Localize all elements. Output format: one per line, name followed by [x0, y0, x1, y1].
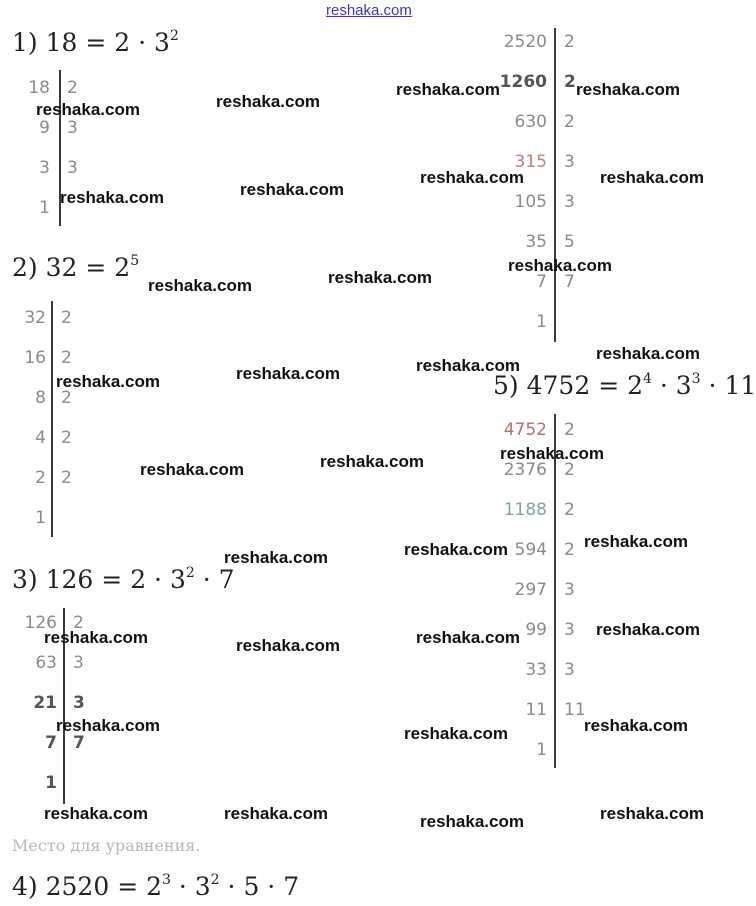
watermark: reshaka.com [236, 636, 340, 655]
watermark: reshaka.com [60, 188, 164, 207]
prime-divisor: 3 [67, 158, 78, 178]
quotient-value: 33 [525, 660, 547, 680]
quotient-value: 2376 [503, 460, 547, 480]
factor-base: 7 [218, 565, 235, 594]
prime-divisor: 2 [61, 348, 72, 368]
watermark: reshaka.com [584, 716, 688, 735]
quotient-value: 297 [514, 580, 547, 600]
watermark: reshaka.com [36, 100, 140, 119]
watermark: reshaka.com [236, 364, 340, 383]
quotient-value: 2520 [503, 32, 547, 52]
quotient-value: 1 [45, 773, 57, 793]
quotient-value: 1260 [499, 72, 547, 92]
problem-label: 4) [12, 872, 38, 901]
prime-divisor: 2 [564, 420, 575, 440]
quotient-value: 3 [39, 158, 50, 178]
factor-base: 3 [675, 371, 692, 400]
factor-base: 7 [283, 872, 300, 901]
quotient-value: 630 [514, 112, 547, 132]
prime-divisor: 3 [564, 620, 575, 640]
prime-divisor: 2 [67, 78, 78, 98]
division-line [51, 301, 53, 537]
quotient-value: 4 [35, 428, 46, 448]
prime-divisor: 2 [61, 428, 72, 448]
equation-5: 5) $4752 = 2^4 \cdot 3^3 \cdot 11$ [493, 371, 756, 400]
watermark: reshaka.com [240, 180, 344, 199]
prime-divisor: 2 [564, 460, 575, 480]
watermark: reshaka.com [600, 804, 704, 823]
factor-base: 11 [724, 371, 756, 400]
prime-divisor: 2 [61, 308, 72, 328]
watermark: reshaka.com [596, 344, 700, 363]
problem-label: 5) [493, 371, 519, 400]
factor-base: 2 [627, 371, 643, 400]
quotient-value: 99 [525, 620, 547, 640]
quotient-value: 2 [35, 468, 46, 488]
factor-base: 5 [243, 872, 260, 901]
factor-base: 3 [169, 565, 186, 594]
prime-divisor: 3 [73, 653, 84, 673]
prime-divisor: 7 [73, 733, 85, 753]
quotient-value: 7 [536, 272, 547, 292]
quotient-value: 11 [525, 700, 547, 720]
quotient-value: 16 [24, 348, 46, 368]
factor-base: 2 [114, 28, 131, 57]
quotient-value: 105 [514, 192, 547, 212]
quotient-value: 63 [35, 653, 57, 673]
division-line [554, 28, 556, 342]
factor-exponent: 4 [643, 371, 652, 387]
quotient-value: 7 [45, 733, 57, 753]
quotient-value: 4752 [503, 420, 547, 440]
factor-exponent: 3 [691, 371, 701, 387]
watermark: reshaka.com [216, 92, 320, 111]
equation-lhs: 2520 [45, 872, 110, 901]
quotient-value: 126 [24, 613, 57, 633]
equation-1: 1) $18 = 2 \cdot 3^2$ [12, 28, 179, 57]
watermark: reshaka.com [56, 716, 160, 735]
prime-divisor: 2 [564, 540, 575, 560]
watermark: reshaka.com [416, 356, 520, 375]
factor-base: 3 [194, 872, 211, 901]
watermark: reshaka.com [56, 372, 160, 391]
watermark: reshaka.com [420, 168, 524, 187]
watermark: reshaka.com [596, 620, 700, 639]
equation-lhs: 32 [45, 253, 78, 282]
factor-base: 2 [146, 872, 162, 901]
quotient-value: 594 [514, 540, 547, 560]
watermark: reshaka.com [576, 80, 680, 99]
quotient-value: 8 [35, 388, 46, 408]
watermark: reshaka.com [224, 804, 328, 823]
prime-divisor: 2 [73, 613, 84, 633]
equation-2: 2) $32 = 2^5$ [12, 253, 140, 282]
prime-divisor: 11 [564, 700, 586, 720]
watermark: reshaka.com [328, 268, 432, 287]
factor-exponent: 2 [169, 28, 179, 44]
quotient-value: 35 [525, 232, 547, 252]
watermark: reshaka.com [508, 256, 612, 275]
factor-base: 3 [154, 28, 170, 57]
watermark: reshaka.com [404, 724, 508, 743]
prime-divisor: 3 [564, 152, 575, 172]
problem-label: 1) [12, 28, 38, 57]
prime-divisor: 5 [564, 232, 575, 252]
prime-divisor: 3 [73, 693, 85, 713]
watermark: reshaka.com [500, 444, 604, 463]
quotient-value: 1 [536, 740, 547, 760]
prime-divisor: 3 [564, 580, 575, 600]
quotient-value: 315 [514, 152, 547, 172]
equation-lhs: 126 [45, 565, 94, 594]
watermark: reshaka.com [600, 168, 704, 187]
watermark: reshaka.com [224, 548, 328, 567]
watermark: reshaka.com [44, 804, 148, 823]
prime-divisor: 2 [564, 112, 575, 132]
prime-divisor: 7 [564, 272, 575, 292]
equation-3: 3) $126 = 2 \cdot 3^2 \cdot 7$ [12, 565, 235, 594]
quotient-value: 1 [39, 198, 50, 218]
site-link[interactable]: reshaka.com [326, 2, 412, 19]
quotient-value: 1188 [503, 500, 547, 520]
factor-base: 2 [130, 565, 147, 594]
prime-divisor: 3 [67, 118, 78, 138]
watermark: reshaka.com [584, 532, 688, 551]
equation-4: 4) $2520 = 2^3 \cdot 3^2 \cdot 5 \cdot 7$ [12, 872, 300, 901]
equation-placeholder: Место для уравнения. [12, 836, 201, 855]
watermark: reshaka.com [404, 540, 508, 559]
quotient-value: 18 [28, 78, 50, 98]
problem-label: 2) [12, 253, 38, 282]
prime-divisor: 2 [564, 32, 575, 52]
watermark: reshaka.com [140, 460, 244, 479]
prime-divisor: 2 [564, 72, 576, 92]
prime-divisor: 2 [61, 468, 72, 488]
quotient-value: 9 [39, 118, 50, 138]
division-line [554, 414, 556, 768]
factor-exponent: 5 [130, 253, 140, 269]
watermark: reshaka.com [320, 452, 424, 471]
watermark: reshaka.com [396, 80, 500, 99]
quotient-value: 32 [24, 308, 46, 328]
prime-divisor: 3 [564, 660, 575, 680]
quotient-value: 21 [33, 693, 57, 713]
factor-exponent: 2 [185, 565, 195, 581]
equation-lhs: 18 [45, 28, 78, 57]
watermark: reshaka.com [44, 628, 148, 647]
factor-exponent: 3 [162, 872, 171, 888]
prime-divisor: 2 [564, 500, 575, 520]
watermark: reshaka.com [420, 812, 524, 831]
watermark: reshaka.com [148, 276, 252, 295]
equation-lhs: 4752 [526, 371, 591, 400]
problem-label: 3) [12, 565, 38, 594]
quotient-value: 1 [536, 312, 547, 332]
watermark: reshaka.com [416, 628, 520, 647]
prime-divisor: 2 [61, 388, 72, 408]
prime-divisor: 3 [564, 192, 575, 212]
quotient-value: 1 [35, 508, 46, 528]
factor-base: 2 [114, 253, 131, 282]
factor-exponent: 2 [210, 872, 220, 888]
